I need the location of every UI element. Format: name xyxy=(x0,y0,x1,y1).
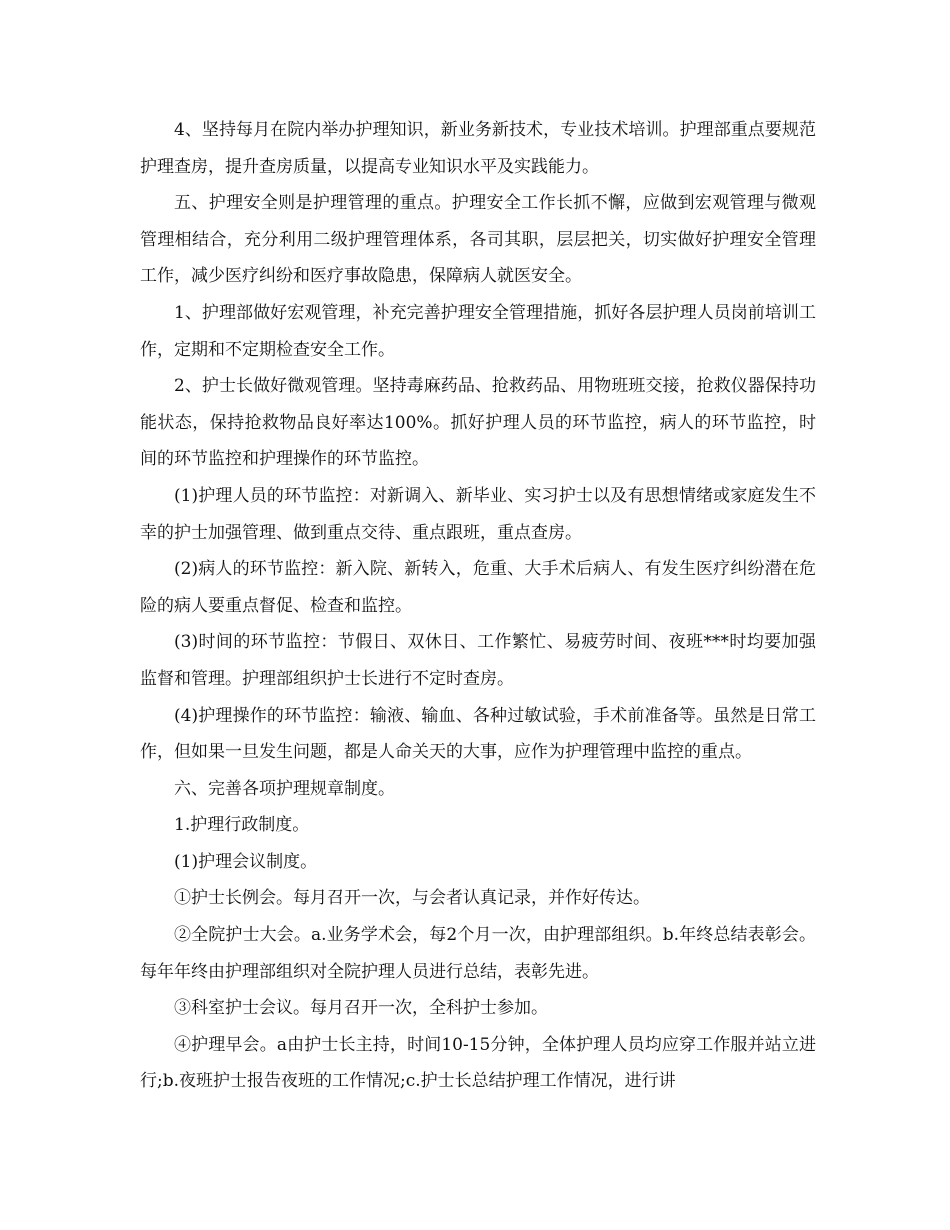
paragraph: (3)时间的环节监控：节假日、双休日、工作繁忙、易疲劳时间、夜班***时均要加强监督和管理。护理部组织护士长进行不定时查房。 xyxy=(140,632,816,689)
paragraph: ④护理早会。a由护士长主持，时间10-15分钟，全体护理人员均应穿工作服并站立进行;b.夜班护士报告夜班的工作情况;c.护士长总结护理工作情况，进行讲 xyxy=(140,1034,816,1092)
paragraph: 五、护理安全则是护理管理的重点。护理安全工作长抓不懈，应做到宏观管理与微观管理相结合，充分利用二级护理管理体系，各司其职，层层把关，切实做好护理安全管理工作，减少医疗纠纷和医疗事故隐患，保障病人就医安全。 xyxy=(140,193,816,287)
paragraph: ①护士长例会。每月召开一次，与会者认真记录，并作好传达。 xyxy=(174,888,650,909)
paragraph: (1)护理人员的环节监控：对新调入、新毕业、实习护士以及有思想情绪或家庭发生不幸的护士加强管理、做到重点交待、重点跟班，重点查房。 xyxy=(140,485,816,543)
paragraph: ②全院护士大会。a.业务学术会，每2个月一次，由护理部组织。b.年终总结表彰会。每年年终由护理部组织对全院护理人员进行总结，表彰先进。 xyxy=(140,925,816,982)
section-heading: 六、完善各项护理规章制度。 xyxy=(174,778,395,799)
paragraph: 1、护理部做好宏观管理，补充完善护理安全管理措施，抓好各层护理人员岗前培训工作，定期和不定期检查安全工作。 xyxy=(140,302,816,360)
paragraph: (4)护理操作的环节监控：输液、输血、各种过敏试验，手术前准备等。虽然是日常工作，但如果一旦发生问题，都是人命关天的大事，应作为护理管理中监控的重点。 xyxy=(140,705,816,763)
paragraph: ③科室护士会议。每月召开一次，全科护士参加。 xyxy=(174,998,548,1019)
paragraph: (2)病人的环节监控：新入院、新转入，危重、大手术后病人、有发生医疗纠纷潜在危险的病人要重点督促、检查和监控。 xyxy=(140,559,816,616)
paragraph: 2、护士长做好微观管理。坚持毒麻药品、抢救药品、用物班班交接，抢救仪器保持功能状态，保持抢救物品良好率达100%。抓好护理人员的环节监控，病人的环节监控，时间的环节监控和护理操作的环节监控。 xyxy=(140,376,816,470)
subsection-heading: 1.护理行政制度。 xyxy=(174,815,310,836)
subsection-heading: (1)护理会议制度。 xyxy=(174,851,318,872)
paragraph: 4、坚持每月在院内举办护理知识，新业务新技术，专业技术培训。护理部重点要规范护理查房，提升查房质量，以提高专业知识水平及实践能力。 xyxy=(140,120,816,177)
document-body xyxy=(140,112,816,1100)
